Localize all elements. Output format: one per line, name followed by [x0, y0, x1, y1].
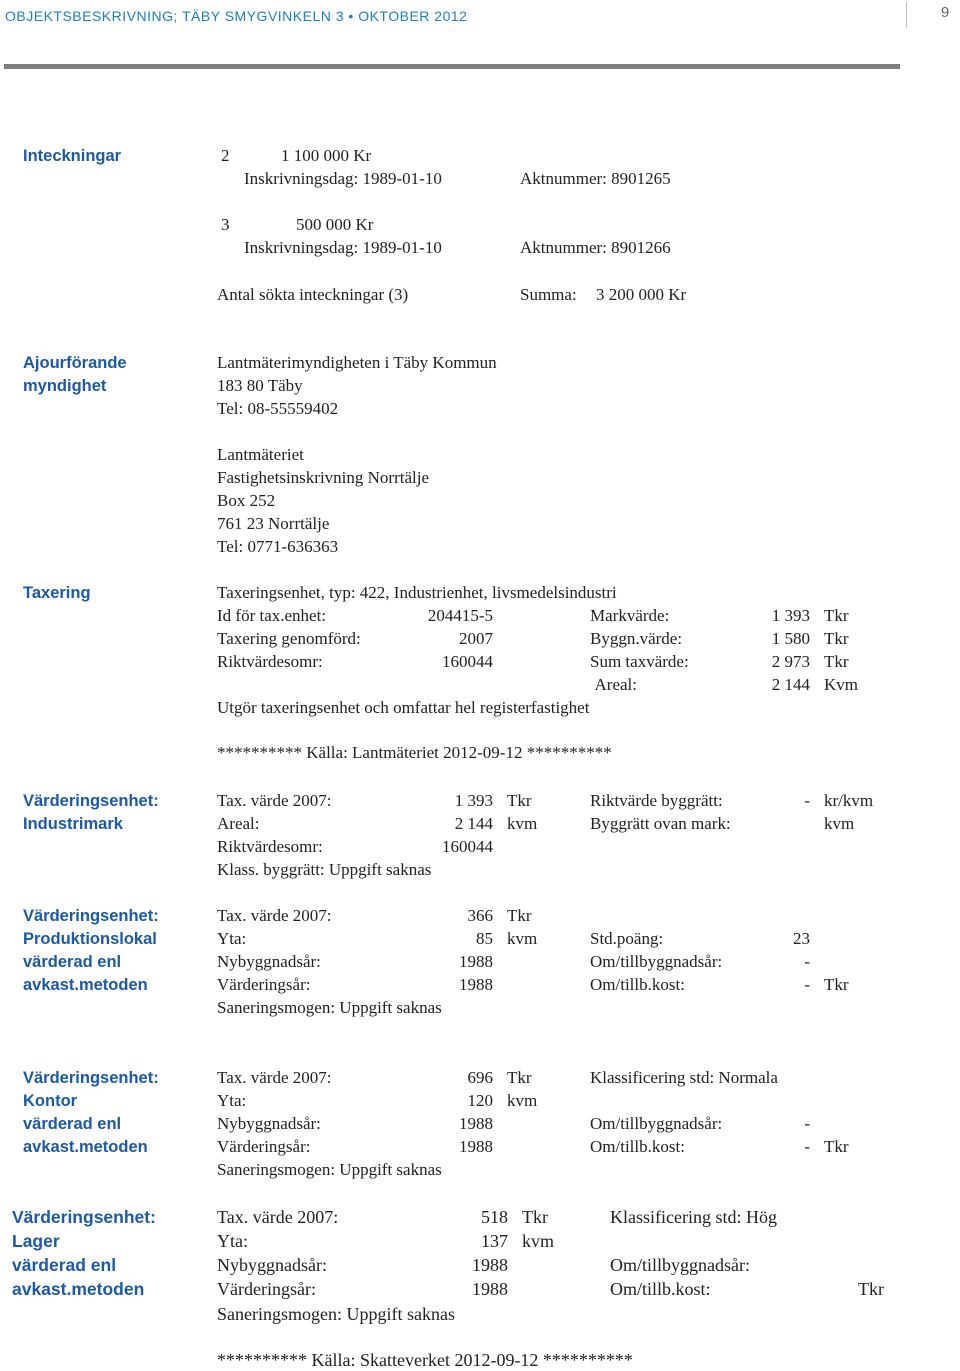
unit: Tkr [824, 1137, 849, 1156]
area-label: Areal: [217, 814, 260, 833]
building-right-value-label: Riktvärde byggrätt: [590, 791, 723, 810]
unit: Kvm [824, 675, 858, 694]
tax-note: Utgör taxeringsenhet och omfattar hel registerfastighet [217, 698, 590, 717]
document-header-title: OBJEKTSBESKRIVNING; TÄBY SMYGVINKELN 3 • OKTOBER 2012 [5, 8, 468, 24]
mortgage-number: 3 [221, 215, 230, 234]
tax-value: 518 [481, 1207, 508, 1227]
valuation-unit-type: Industrimark [23, 815, 123, 833]
unit: kvm [824, 814, 855, 833]
renovation-status: Saneringsmogen: Uppgift saknas [217, 1304, 455, 1324]
tax-value-label: Tax. värde 2007: [217, 791, 332, 810]
floor-area-label: Yta: [217, 1091, 247, 1110]
mortgage-sum-label: Summa: [520, 285, 577, 304]
tax-year-label: Taxering genomförd: [217, 629, 361, 648]
tax-value: 366 [467, 906, 493, 925]
unit: kvm [522, 1231, 555, 1251]
floor-area-value: 120 [467, 1091, 493, 1110]
authority-department: Fastighetsinskrivning Norrtälje [217, 468, 430, 487]
area-value: 2 144 [454, 814, 493, 833]
construction-year-value: 1988 [459, 1114, 493, 1133]
construction-year-label: Nybyggnadsår: [217, 952, 321, 971]
extension-cost-value: - [804, 1137, 810, 1156]
valuation-method-label: värderad enl [12, 1255, 117, 1275]
value-area-label: Riktvärdesomr: [217, 652, 323, 671]
extension-cost-label: Om/tillb.kost: [610, 1279, 711, 1299]
authority-postal: 183 80 Täby [217, 376, 303, 395]
authority-name: Lantmäterimyndigheten i Täby Kommun [217, 353, 497, 372]
standard-classification: Klassificering std: Normala [590, 1068, 778, 1087]
unit: Tkr [824, 629, 849, 648]
construction-year-value: 1988 [472, 1255, 508, 1275]
unit: Tkr [824, 606, 849, 625]
valuation-year-label: Värderingsår: [217, 975, 311, 994]
total-tax-value-label: Sum taxvärde: [590, 652, 689, 671]
valuation-method-label: värderad enl [23, 1115, 122, 1133]
building-value: 1 580 [771, 629, 810, 648]
authority-phone: Tel: 08-55559402 [217, 399, 339, 418]
tax-value-label: Tax. värde 2007: [217, 1068, 332, 1087]
valuation-method: avkast.metoden [23, 976, 148, 994]
valuation-unit-label: Värderingsenhet: [23, 907, 159, 925]
valuation-year-label: Värderingsår: [217, 1137, 311, 1156]
tax-value-label: Tax. värde 2007: [217, 1207, 339, 1227]
unit: Tkr [522, 1207, 548, 1227]
tax-value: 696 [467, 1068, 493, 1087]
area-label: Areal: [594, 675, 637, 694]
unit: kvm [507, 929, 538, 948]
valuation-year-label: Värderingsår: [217, 1279, 316, 1299]
extension-year-value: - [804, 952, 810, 971]
total-tax-value: 2 973 [771, 652, 810, 671]
construction-year-label: Nybyggnadsår: [217, 1114, 321, 1133]
floor-area-value: 85 [476, 929, 493, 948]
valuation-unit-type: Lager [12, 1231, 60, 1251]
valuation-method: avkast.metoden [23, 1138, 148, 1156]
tax-value: 1 393 [454, 791, 493, 810]
value-area-value: 160044 [442, 837, 493, 856]
market-value-label: Markvärde: [590, 606, 670, 625]
extension-year-label: Om/tillbyggnadsår: [590, 1114, 723, 1133]
building-value-label: Byggn.värde: [590, 629, 683, 648]
unit: kr/kvm [824, 791, 874, 810]
renovation-status: Saneringsmogen: Uppgift saknas [217, 1160, 442, 1179]
valuation-year-value: 1988 [459, 1137, 493, 1156]
extension-cost-label: Om/tillb.kost: [590, 1137, 685, 1156]
valuation-unit-type: Produktionslokal [23, 930, 157, 948]
unit: Tkr [507, 791, 532, 810]
mortgage-number: 2 [221, 146, 230, 165]
valuation-unit-label: Värderingsenhet: [12, 1207, 156, 1227]
valuation-method-label: värderad enl [23, 953, 122, 971]
source-note: ********** Källa: Skatteverket 2012-09-12 ********** [217, 1350, 633, 1370]
mortgage-count: Antal sökta inteckningar (3) [217, 285, 409, 304]
authority-phone: Tel: 0771-636363 [217, 537, 339, 556]
mortgage-amount: 500 000 Kr [296, 215, 374, 234]
extension-year-label: Om/tillbyggnadsår: [610, 1255, 750, 1275]
authority-box: Box 252 [217, 491, 276, 510]
construction-year-value: 1988 [459, 952, 493, 971]
section-label-myndighet: myndighet [23, 377, 107, 395]
tax-id-label: Id för tax.enhet: [217, 606, 327, 625]
mortgage-date: Inskrivningsdag: 1989-01-10 [244, 238, 442, 257]
mortgage-amount: 1 100 000 Kr [281, 146, 372, 165]
value-area-value: 160044 [442, 652, 493, 671]
tax-unit-heading: Taxeringsenhet, typ: 422, Industrienhet, livsmedelsindustri [217, 583, 617, 602]
extension-year-value: - [804, 1114, 810, 1133]
unit: kvm [507, 814, 538, 833]
unit: Tkr [824, 975, 849, 994]
floor-area-value: 137 [481, 1231, 508, 1251]
extension-year-label: Om/tillbyggnadsår: [590, 952, 723, 971]
valuation-unit-label: Värderingsenhet: [23, 792, 159, 810]
tax-value-label: Tax. värde 2007: [217, 906, 332, 925]
valuation-method: avkast.metoden [12, 1279, 145, 1299]
header-divider [906, 2, 907, 28]
unit: Tkr [858, 1279, 884, 1299]
unit: Tkr [507, 906, 532, 925]
floor-area-label: Yta: [217, 1231, 248, 1251]
building-right-value: - [804, 791, 810, 810]
mortgage-aktnummer: Aktnummer: 8901265 [520, 169, 671, 188]
floor-area-label: Yta: [217, 929, 247, 948]
section-label-inteckningar: Inteckningar [23, 147, 122, 165]
valuation-unit-type: Kontor [23, 1092, 78, 1110]
section-label-ajourforande: Ajourförande [23, 354, 127, 372]
area-value: 2 144 [771, 675, 810, 694]
mortgage-date: Inskrivningsdag: 1989-01-10 [244, 169, 442, 188]
page-number: 9 [940, 4, 950, 21]
building-right-above-ground-label: Byggrätt ovan mark: [590, 814, 731, 833]
valuation-year-value: 1988 [472, 1279, 508, 1299]
renovation-status: Saneringsmogen: Uppgift saknas [217, 998, 442, 1017]
mortgage-aktnummer: Aktnummer: 8901266 [520, 238, 671, 257]
standard-points-value: 23 [793, 929, 810, 948]
authority-name: Lantmäteriet [217, 445, 304, 464]
market-value: 1 393 [771, 606, 810, 625]
standard-classification: Klassificering std: Hög [610, 1207, 777, 1227]
unit: Tkr [507, 1068, 532, 1087]
source-note: ********** Källa: Lantmäteriet 2012-09-12 ********** [217, 743, 612, 762]
building-right-class: Klass. byggrätt: Uppgift saknas [217, 860, 432, 879]
tax-year-value: 2007 [459, 629, 493, 648]
unit: Tkr [824, 652, 849, 671]
valuation-unit-label: Värderingsenhet: [23, 1069, 159, 1087]
extension-cost-value: - [804, 975, 810, 994]
unit: kvm [507, 1091, 538, 1110]
mortgage-sum-value: 3 200 000 Kr [596, 285, 687, 304]
authority-postal: 761 23 Norrtälje [217, 514, 330, 533]
standard-points-label: Std.poäng: [590, 929, 664, 948]
valuation-year-value: 1988 [459, 975, 493, 994]
section-label-taxering: Taxering [23, 584, 91, 602]
value-area-label: Riktvärdesomr: [217, 837, 323, 856]
tax-id-value: 204415-5 [427, 606, 493, 625]
header-rule [4, 64, 900, 69]
construction-year-label: Nybyggnadsår: [217, 1255, 327, 1275]
extension-cost-label: Om/tillb.kost: [590, 975, 685, 994]
